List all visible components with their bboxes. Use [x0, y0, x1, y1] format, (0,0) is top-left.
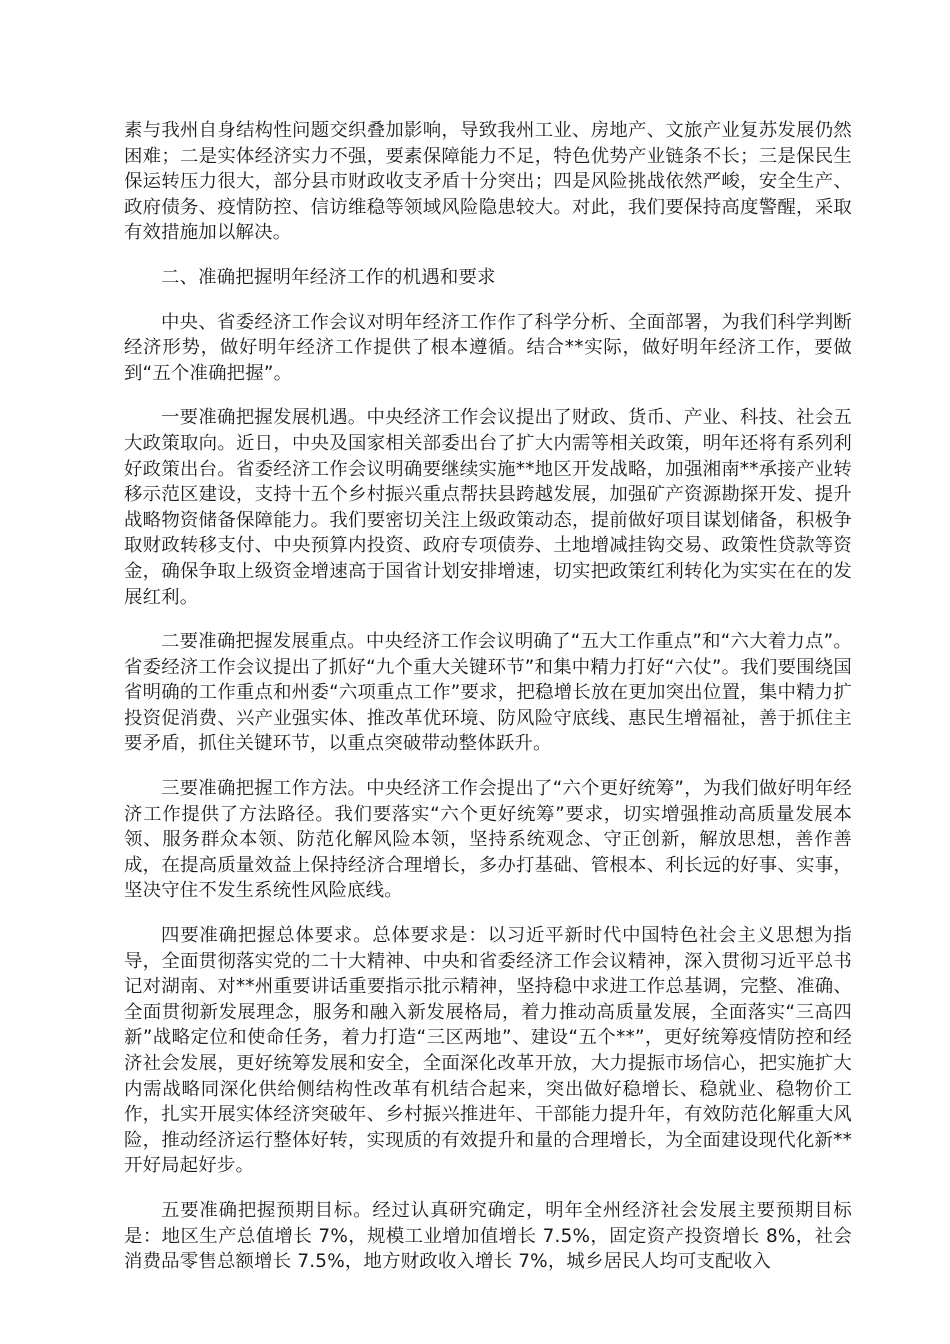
- paragraph-intro: 中央、省委经济工作会议对明年经济工作作了科学分析、全面部署，为我们科学判断经济形势，做好明年经济工作提供了根本遵循。结合**实际，做好明年经济工作，要做到“五个准确把握”。: [124, 311, 852, 384]
- paragraph-method: 三要准确把握工作方法。中央经济工作会提出了“六个更好统筹”，为我们做好明年经济工作提供了方法路径。我们要落实“六个更好统筹”要求，切实增强推动高质量发展本领、服务群众本领、防范化解风险本领，坚持系统观念、守正创新，解放思想，善作善成，在提高质量效益上保持经济合理增长，多办打基础、管根本、利长远的好事、实事，坚决守住不发生系统性风险底线。: [124, 778, 852, 902]
- paragraph-opportunity: 一要准确把握发展机遇。中央经济工作会议提出了财政、货币、产业、科技、社会五大政策取向。近日，中央及国家相关部委出台了扩大内需等相关政策，明年还将有系列利好政策出台。省委经济工作会议明确要继续实施**地区开发战略，加强湘南**承接产业转移示范区建设，支持十五个乡村振兴重点帮扶县跨越发展，加强矿产资源勘探开发、提升战略物资储备保障能力。我们要密切关注上级政策动态，提前做好项目谋划储备，积极争取财政转移支付、中央预算内投资、政府专项债券、土地增减挂钩交易、政策性贷款等资金，确保争取上级资金增速高于国省计划安排增速，切实把政策红利转化为实实在在的发展红利。: [124, 407, 852, 608]
- paragraph-requirements: 四要准确把握总体要求。总体要求是：以习近平新时代中国特色社会主义思想为指导，全面贯彻落实党的二十大精神、中央和省委经济工作会议精神，深入贯彻习近平总书记对湖南、对**州重要讲话重要指示批示精神，坚持稳中求进工作总基调，完整、准确、全面贯彻新发展理念，服务和融入新发展格局，着力推动高质量发展，全面落实“三高四新”战略定位和使命任务，着力打造“三区两地”、建设“五个**”，更好统筹疫情防控和经济社会发展，更好统筹发展和安全，全面深化改革开放，大力提振市场信心，把实施扩大内需战略同深化供给侧结构性改革有机结合起来，突出做好稳增长、稳就业、稳物价工作，扎实开展实体经济突破年、乡村振兴推进年、干部能力提升年，有效防范化解重大风险，推动经济运行整体好转，实现质的有效提升和量的合理增长，为全面建设现代化新**开好局起好步。: [124, 925, 852, 1177]
- document-page: [124, 118, 852, 1275]
- paragraph-continued: 素与我州自身结构性问题交织叠加影响，导致我州工业、房地产、文旅产业复苏发展仍然困难；二是实体经济实力不强，要素保障能力不足，特色优势产业链条不长；三是保民生保运转压力很大，部分县市财政收支矛盾十分突出；四是风险挑战依然严峻，安全生产、政府债务、疫情防控、信访维稳等领域风险隐患较大。对此，我们要保持高度警醒，采取有效措施加以解决。: [124, 120, 852, 244]
- paragraph-focus: 二要准确把握发展重点。中央经济工作会议明确了“五大工作重点”和“六大着力点”。省委经济工作会议提出了抓好“九个重大关键环节”和集中精力打好“六仗”。我们要围绕国省明确的工作重点和州委“六项重点工作”要求，把稳增长放在更加突出位置，集中精力扩投资促消费、兴产业强实体、推改革优环境、防风险守底线、惠民生增福祉，善于抓住主要矛盾，抓住关键环节，以重点突破带动整体跃升。: [124, 631, 852, 755]
- paragraph-targets: 五要准确把握预期目标。经过认真研究确定，明年全州经济社会发展主要预期目标是：地区生产总值增长 7%，规模工业增加值增长 7.5%，固定资产投资增长 8%，社会消费品零售总额增长 7.5%，地方财政收入增长 7%，城乡居民人均可支配收入: [124, 1199, 852, 1273]
- section-heading: 二、准确把握明年经济工作的机遇和要求: [161, 266, 496, 288]
